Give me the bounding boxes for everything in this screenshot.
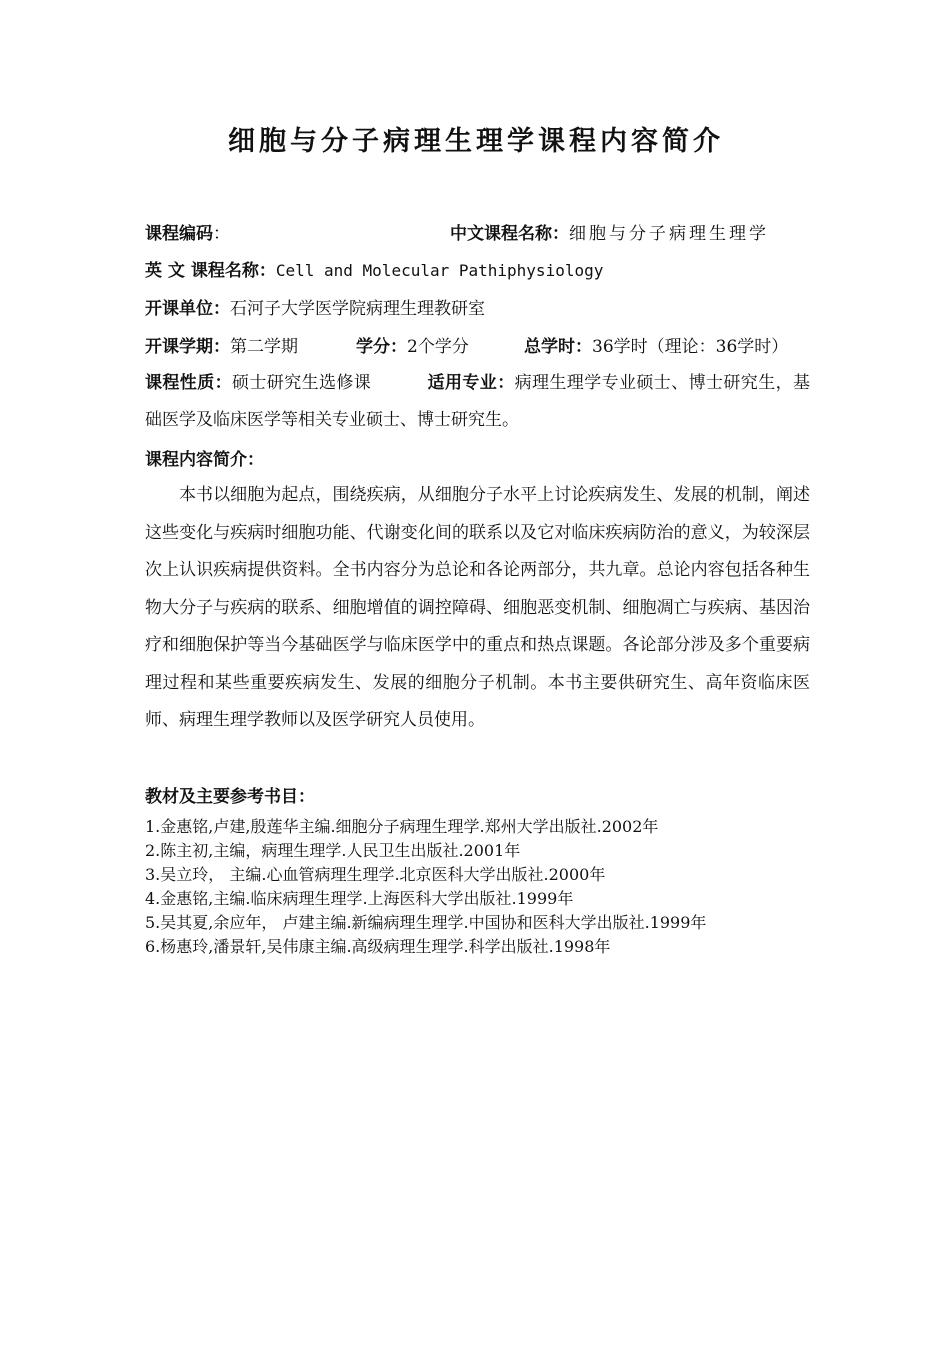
- summary-paragraph: 本书以细胞为起点，围绕疾病，从细胞分子水平上讨论疾病发生、发展的机制，阐述这些变化与疾病时细胞功能、代谢变化间的联系以及它对临床疾病防治的意义，为较深层次上认识疾病提供资料。全书内容分为总论和各论两部分，共九章。总论内容包括各种生物大分子与疾病的联系、细胞增值的调控障碍、细胞恶变机制、细胞凋亡与疾病、基因治疗和细胞保护等当今基础医学与临床医学中的重点和热点课题。各论部分涉及多个重要病理过程和某些重要疾病发生、发展的细胞分子机制。本书主要供研究生、高年资临床医师、病理生理学教师以及医学研究人员使用。: [145, 485, 810, 730]
- summary-heading: 课程内容简介：: [145, 450, 264, 470]
- nature-label: 课程性质：: [145, 373, 232, 393]
- credit-label: 学分：: [356, 337, 407, 357]
- english-name-row: [145, 259, 810, 283]
- course-code-row: [145, 222, 810, 246]
- reference-item: 6.杨惠玲,潘景轩,吴伟康主编.高级病理生理学.科学出版社.1998年: [145, 937, 611, 956]
- term-label: 开课学期：: [145, 337, 230, 357]
- reference-item: 2.陈主初,主编，病理生理学.人民卫生出版社.2001年: [145, 841, 521, 860]
- term-value: 第二学期: [230, 337, 298, 357]
- hours-field: [524, 335, 788, 359]
- major-label: 适用专业：: [427, 373, 515, 393]
- nature-major-row: [145, 365, 810, 439]
- course-code-separator: ：: [213, 224, 230, 244]
- english-name-value: Cell and Molecular Pathiphysiology: [275, 261, 604, 280]
- chinese-name-value: 细胞与分子病理生理学: [569, 224, 769, 244]
- hours-label: 总学时：: [524, 337, 592, 357]
- unit-row: [145, 297, 810, 321]
- english-name-label: 英 文 课程名称：: [145, 261, 276, 281]
- chinese-name-field: [450, 222, 769, 246]
- credit-field: [356, 335, 469, 359]
- nature-value: 硕士研究生选修课: [232, 373, 372, 393]
- reference-item: 3.吴立玲， 主编.心血管病理生理学.北京医科大学出版社.2000年: [145, 865, 606, 884]
- page-title: 细胞与分子病理生理学课程内容简介: [228, 126, 724, 157]
- unit-label: 开课单位：: [145, 299, 230, 319]
- unit-value: 石河子大学医学院病理生理教研室: [230, 299, 485, 319]
- reference-item: 4.金惠铭,主编.临床病理生理学.上海医科大学出版社.1999年: [145, 889, 574, 908]
- course-code-label: 课程编码: [145, 224, 213, 244]
- reference-item: 5.吴其夏,余应年， 卢建主编.新编病理生理学.中国协和医科大学出版社.1999年: [145, 913, 707, 932]
- references-list: [145, 815, 810, 959]
- credit-value: 2个学分: [407, 337, 469, 357]
- chinese-name-label: 中文课程名称：: [450, 224, 569, 244]
- references-heading: 教材及主要参考书目：: [145, 787, 315, 807]
- major-value: 病理生理学专业硕士、博士研究生，基础医学及临床医学等相关专业硕士、博士研究生。: [145, 373, 811, 430]
- hours-value: 36学时（理论：36学时）: [592, 337, 789, 357]
- term-row: [145, 335, 810, 359]
- reference-item: 1.金惠铭,卢建,殷莲华主编.细胞分子病理生理学.郑州大学出版社.2002年: [145, 817, 659, 836]
